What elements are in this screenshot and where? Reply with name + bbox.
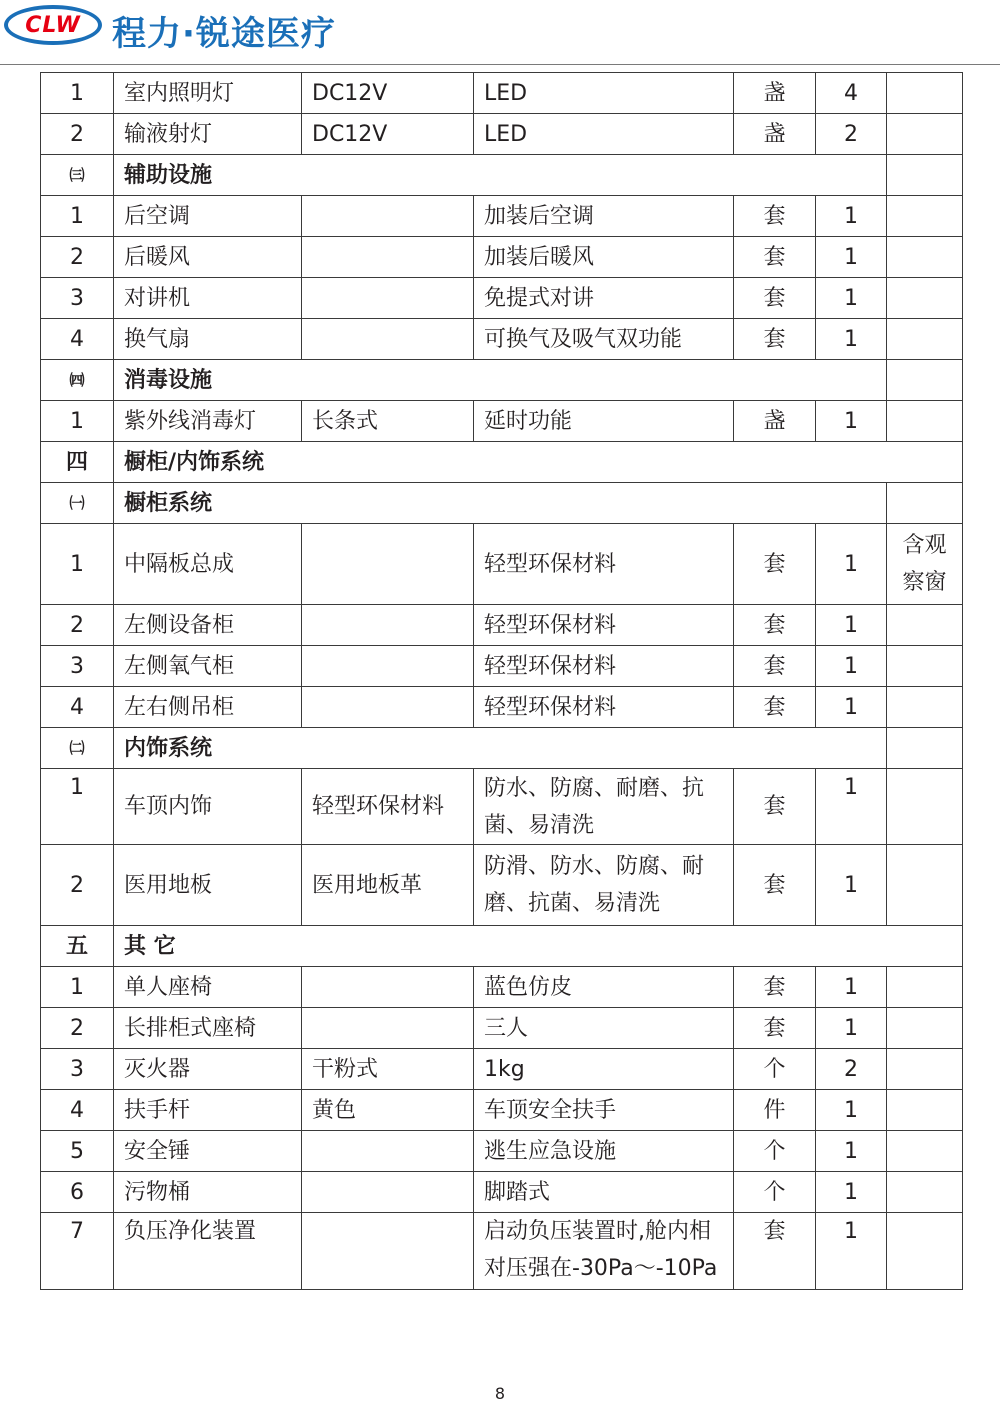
cell-no: 2 <box>41 114 114 155</box>
cell-note <box>887 605 963 646</box>
cell-note <box>887 319 963 360</box>
subsection-row <box>41 728 963 769</box>
cell-desc: 启动负压装置时,舱内相对压强在-30Pa～-10Pa <box>474 1213 734 1290</box>
cell-no: 四 <box>41 442 114 483</box>
cell-desc: 三人 <box>474 1008 734 1049</box>
cell-desc: 防滑、防水、防腐、耐磨、抗菌、易清洗 <box>474 845 734 926</box>
cell-no: 6 <box>41 1172 114 1213</box>
cell-no: 4 <box>41 319 114 360</box>
cell-name: 长排柜式座椅 <box>114 1008 302 1049</box>
cell-qty: 1 <box>816 687 887 728</box>
cell-qty: 1 <box>816 524 887 605</box>
cell-unit: 套 <box>734 769 816 845</box>
cell-qty: 1 <box>816 967 887 1008</box>
cell-name: 安全锤 <box>114 1131 302 1172</box>
cell-note <box>887 728 963 769</box>
subsection-title: 辅助设施 <box>114 155 887 196</box>
brand-name: 程力·锐途医疗 <box>112 14 336 54</box>
cell-no: ㈢ <box>41 155 114 196</box>
cell-name: 换气扇 <box>114 319 302 360</box>
section-title: 其 它 <box>114 926 963 967</box>
cell-spec <box>302 319 474 360</box>
cell-spec <box>302 237 474 278</box>
cell-spec <box>302 646 474 687</box>
cell-name: 灭火器 <box>114 1049 302 1090</box>
cell-note <box>887 483 963 524</box>
cell-no: 2 <box>41 605 114 646</box>
cell-unit: 套 <box>734 237 816 278</box>
cell-spec: 医用地板革 <box>302 845 474 926</box>
cell-no: 2 <box>41 237 114 278</box>
table-row <box>41 1172 963 1213</box>
cell-name: 扶手杆 <box>114 1090 302 1131</box>
table-row <box>41 114 963 155</box>
cell-qty: 1 <box>816 237 887 278</box>
table-row <box>41 401 963 442</box>
cell-unit: 套 <box>734 845 816 926</box>
table-row <box>41 1131 963 1172</box>
cell-name: 左侧氧气柜 <box>114 646 302 687</box>
cell-unit: 套 <box>734 524 816 605</box>
cell-note <box>887 155 963 196</box>
cell-no: 1 <box>41 73 114 114</box>
section-row <box>41 926 963 967</box>
table-row <box>41 1213 963 1290</box>
cell-qty: 1 <box>816 1213 887 1290</box>
cell-spec <box>302 524 474 605</box>
cell-unit: 个 <box>734 1172 816 1213</box>
cell-desc: 免提式对讲 <box>474 278 734 319</box>
cell-note <box>887 769 963 845</box>
cell-unit: 盏 <box>734 73 816 114</box>
table-row <box>41 319 963 360</box>
cell-note <box>887 401 963 442</box>
cell-desc: 加装后空调 <box>474 196 734 237</box>
cell-qty: 1 <box>816 196 887 237</box>
table-row <box>41 605 963 646</box>
table-row <box>41 73 963 114</box>
clw-logo <box>4 5 102 45</box>
cell-note <box>887 1172 963 1213</box>
cell-desc: 轻型环保材料 <box>474 605 734 646</box>
cell-name: 单人座椅 <box>114 967 302 1008</box>
table-row <box>41 278 963 319</box>
cell-name: 对讲机 <box>114 278 302 319</box>
cell-unit: 盏 <box>734 401 816 442</box>
table-row <box>41 237 963 278</box>
cell-desc: 轻型环保材料 <box>474 524 734 605</box>
cell-desc: 1kg <box>474 1049 734 1090</box>
cell-qty: 1 <box>816 646 887 687</box>
cell-spec <box>302 196 474 237</box>
page-header <box>0 0 1000 66</box>
cell-spec: 轻型环保材料 <box>302 769 474 845</box>
cell-no: 3 <box>41 278 114 319</box>
cell-no: 1 <box>41 967 114 1008</box>
cell-no: 5 <box>41 1131 114 1172</box>
cell-unit: 套 <box>734 1008 816 1049</box>
table-row <box>41 845 963 926</box>
cell-qty: 1 <box>816 1172 887 1213</box>
cell-no: 五 <box>41 926 114 967</box>
cell-unit: 套 <box>734 278 816 319</box>
cell-no: 2 <box>41 1008 114 1049</box>
cell-note <box>887 114 963 155</box>
cell-desc: 蓝色仿皮 <box>474 967 734 1008</box>
cell-desc: 轻型环保材料 <box>474 646 734 687</box>
cell-note <box>887 1008 963 1049</box>
cell-qty: 1 <box>816 845 887 926</box>
cell-note <box>887 1049 963 1090</box>
cell-no: 3 <box>41 646 114 687</box>
cell-desc: LED <box>474 114 734 155</box>
section-title: 橱柜/内饰系统 <box>114 442 963 483</box>
page-number: 8 <box>494 1384 506 1403</box>
cell-qty: 2 <box>816 1049 887 1090</box>
cell-qty: 1 <box>816 1008 887 1049</box>
cell-desc: 轻型环保材料 <box>474 687 734 728</box>
equipment-table <box>40 72 963 1290</box>
table-row <box>41 646 963 687</box>
cell-note <box>887 1090 963 1131</box>
table-row <box>41 967 963 1008</box>
cell-note <box>887 845 963 926</box>
table-row <box>41 196 963 237</box>
header-divider <box>0 64 1000 65</box>
cell-name: 医用地板 <box>114 845 302 926</box>
cell-no: ㈠ <box>41 483 114 524</box>
section-row <box>41 442 963 483</box>
cell-desc: LED <box>474 73 734 114</box>
table-row <box>41 769 963 845</box>
cell-note <box>887 196 963 237</box>
cell-no: 2 <box>41 845 114 926</box>
cell-no: 4 <box>41 1090 114 1131</box>
cell-spec: DC12V <box>302 114 474 155</box>
cell-name: 后暖风 <box>114 237 302 278</box>
table-row <box>41 524 963 605</box>
cell-name: 输液射灯 <box>114 114 302 155</box>
cell-unit: 个 <box>734 1049 816 1090</box>
cell-desc: 车顶安全扶手 <box>474 1090 734 1131</box>
cell-no: 4 <box>41 687 114 728</box>
cell-name: 车顶内饰 <box>114 769 302 845</box>
cell-qty: 1 <box>816 769 887 845</box>
cell-no: 1 <box>41 769 114 845</box>
cell-desc: 防水、防腐、耐磨、抗菌、易清洗 <box>474 769 734 845</box>
cell-spec <box>302 687 474 728</box>
cell-name: 左侧设备柜 <box>114 605 302 646</box>
cell-qty: 1 <box>816 401 887 442</box>
cell-unit: 套 <box>734 967 816 1008</box>
cell-desc: 可换气及吸气双功能 <box>474 319 734 360</box>
table-body <box>41 73 963 1290</box>
cell-note <box>887 1213 963 1290</box>
table-row <box>41 1049 963 1090</box>
cell-spec <box>302 1008 474 1049</box>
cell-name: 室内照明灯 <box>114 73 302 114</box>
cell-desc: 加装后暖风 <box>474 237 734 278</box>
cell-unit: 套 <box>734 319 816 360</box>
subsection-title: 消毒设施 <box>114 360 887 401</box>
cell-name: 左右侧吊柜 <box>114 687 302 728</box>
subsection-title: 橱柜系统 <box>114 483 887 524</box>
logo-letters: CLW <box>25 12 81 38</box>
cell-spec: 黄色 <box>302 1090 474 1131</box>
cell-name: 后空调 <box>114 196 302 237</box>
cell-note <box>887 1131 963 1172</box>
cell-no: 1 <box>41 401 114 442</box>
cell-unit: 个 <box>734 1131 816 1172</box>
table-row <box>41 1090 963 1131</box>
cell-unit: 件 <box>734 1090 816 1131</box>
cell-no: 3 <box>41 1049 114 1090</box>
cell-qty: 1 <box>816 1131 887 1172</box>
cell-spec <box>302 1172 474 1213</box>
cell-spec <box>302 967 474 1008</box>
cell-no: 7 <box>41 1213 114 1290</box>
cell-spec <box>302 1213 474 1290</box>
subsection-row <box>41 360 963 401</box>
cell-note <box>887 967 963 1008</box>
cell-note <box>887 73 963 114</box>
table-row <box>41 687 963 728</box>
cell-desc: 脚踏式 <box>474 1172 734 1213</box>
cell-name: 污物桶 <box>114 1172 302 1213</box>
cell-unit: 套 <box>734 687 816 728</box>
cell-qty: 1 <box>816 605 887 646</box>
cell-unit: 套 <box>734 646 816 687</box>
cell-note <box>887 237 963 278</box>
cell-no: 1 <box>41 196 114 237</box>
cell-spec <box>302 1131 474 1172</box>
cell-qty: 4 <box>816 73 887 114</box>
cell-no: ㈣ <box>41 360 114 401</box>
cell-qty: 2 <box>816 114 887 155</box>
cell-name: 负压净化装置 <box>114 1213 302 1290</box>
cell-qty: 1 <box>816 1090 887 1131</box>
cell-note <box>887 646 963 687</box>
cell-name: 中隔板总成 <box>114 524 302 605</box>
cell-name: 紫外线消毒灯 <box>114 401 302 442</box>
table-row <box>41 1008 963 1049</box>
subsection-row <box>41 155 963 196</box>
cell-unit: 套 <box>734 1213 816 1290</box>
cell-unit: 盏 <box>734 114 816 155</box>
cell-desc: 逃生应急设施 <box>474 1131 734 1172</box>
cell-no: ㈡ <box>41 728 114 769</box>
cell-spec: 干粉式 <box>302 1049 474 1090</box>
cell-spec: 长条式 <box>302 401 474 442</box>
cell-spec <box>302 278 474 319</box>
cell-qty: 1 <box>816 278 887 319</box>
cell-unit: 套 <box>734 196 816 237</box>
cell-desc: 延时功能 <box>474 401 734 442</box>
cell-note <box>887 687 963 728</box>
cell-spec <box>302 605 474 646</box>
cell-note <box>887 360 963 401</box>
cell-no: 1 <box>41 524 114 605</box>
cell-qty: 1 <box>816 319 887 360</box>
subsection-title: 内饰系统 <box>114 728 887 769</box>
cell-spec: DC12V <box>302 73 474 114</box>
cell-note <box>887 278 963 319</box>
cell-unit: 套 <box>734 605 816 646</box>
subsection-row <box>41 483 963 524</box>
cell-note: 含观察窗 <box>887 524 963 605</box>
